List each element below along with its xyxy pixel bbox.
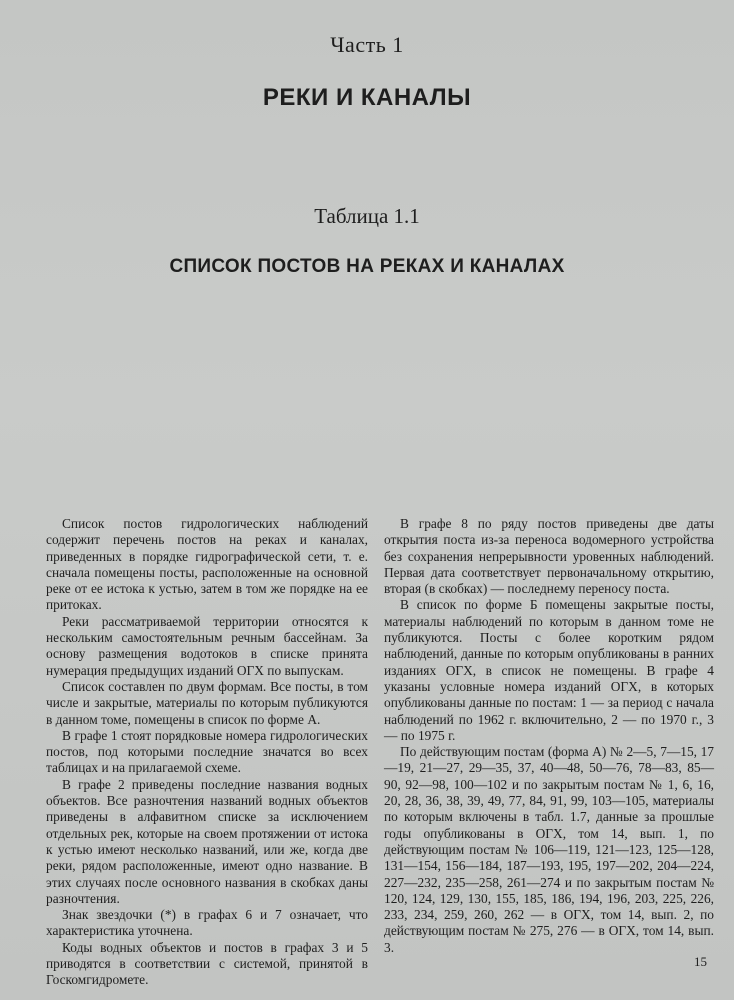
left-text-column xyxy=(46,516,368,989)
paragraph: В графе 2 приведены последние названия водных объектов. Все разночтения названий водных объектов приведены в алфавитном списке за исключением отдельных рек, которые на своем протяжении от истока к устью имеют несколько названий, или же, когда две реки, рядом расположенные, имеют одно название. В этих случаях после основного названия в скобках даны разночтения. xyxy=(46,776,368,906)
paragraph: В список по форме Б помещены закрытые посты, материалы наблюдений по которым в данном томе не публикуются. Посты с более коротким рядом наблюдений, данные по которым опубликованы в ранних изданиях ОГХ, в список не помещены. В графе 4 указаны условные номера изданий ОГХ, в которых опубликованы данные по постам: 1 — за период с начала наблюдений по 1962 г. включительно, 2 — по 1970 г., 3 — по 1975 г. xyxy=(384,597,714,743)
paragraph: По действующим постам (форма А) № 2—5, 7—15, 17—19, 21—27, 29—35, 37, 40—48, 50—76, 78—83, 85—90, 92—98, 100—102 и по закрытым постам № 1, 6, 16, 20, 28, 36, 38, 39, 49, 77, 84, 91, 99, 103—105, материалы по которым включены в табл. 1.7, данные за прошлые годы опубликованы в ОГХ, том 14, вып. 1, по действующим постам № 106—119, 121—123, 125—128, 131—154, 156—184, 187—193, 195, 197—202, 204—224, 227—232, 235—258, 261—274 и по закрытым постам № 120, 124, 129, 130, 155, 185, 186, 194, 196, 203, 225, 226, 233, 234, 259, 260, 262 — в ОГХ, том 14, вып. 2, по действующим постам № 275, 276 — в ОГХ, том 14, вып. 3. xyxy=(384,744,714,955)
right-text-column xyxy=(384,516,714,956)
paragraph: Реки рассматриваемой территории относятся к нескольким самостоятельным речным бассейнам. За основу размещения водотоков в списке принята нумерация предыдущих изданий ОГХ по выпускам. xyxy=(46,613,368,678)
paragraph: Список постов гидрологических наблюдений содержит перечень постов на реках и каналах, приведенных в порядке гидрографической сети, т. е. сначала помещены посты, расположенные на основной реке от ее истока к устью, затем в том же порядке на ее притоках. xyxy=(46,516,368,613)
paragraph: Список составлен по двум формам. Все посты, в том числе и закрытые, материалы по которым публикуются в данном томе, помещены в список по форме А. xyxy=(46,678,368,727)
table-label: Таблица 1.1 xyxy=(314,204,420,228)
part-heading: Часть 1 xyxy=(330,32,404,57)
paragraph: В графе 1 стоят порядковые номера гидрологических постов, под которыми последние значатся во всех таблицах и на прилагаемой схеме. xyxy=(46,727,368,776)
section-title: РЕКИ И КАНАЛЫ xyxy=(262,84,472,111)
list-title: СПИСОК ПОСТОВ НА РЕКАХ И КАНАЛАХ xyxy=(169,256,565,277)
paragraph: Коды водных объектов и постов в графах 3 и 5 приводятся в соответствии с системой, принятой в Госкомгидромете. xyxy=(46,939,368,988)
paragraph: В графе 8 по ряду постов приведены две даты открытия поста из-за переноса водомерного устройства без сохранения непрерывности уровенных наблюдений. Первая дата соответствует первоначальному открытию, вторая (в скобках) — последнему переносу поста. xyxy=(384,516,714,597)
paragraph: Знак звездочки (*) в графах 6 и 7 означает, что характеристика уточнена. xyxy=(46,907,368,939)
page-number: 15 xyxy=(694,954,707,969)
